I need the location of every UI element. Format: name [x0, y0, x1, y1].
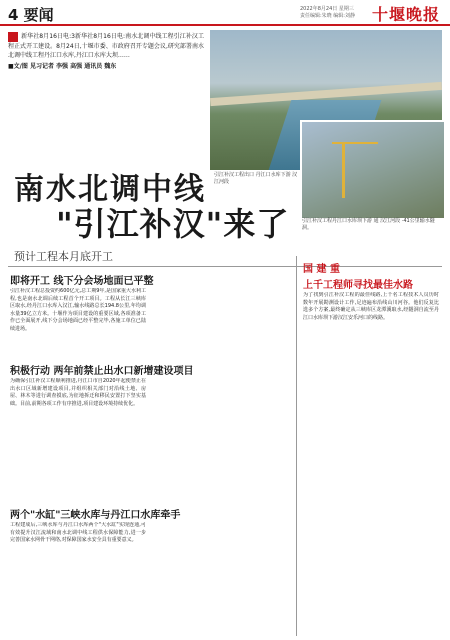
section-2-title: 积极行动 两年前禁止出水口新增建设项目: [10, 366, 194, 377]
lead-text: 新华社8月16日电:3新华社8月16日电:南水北调中线工程引江补汉工程正式开工建设。8月24日,十堰市委、市政府召开专题会议,研究部署南水北调中线工程丹江口水库,丹江口水库大坝……: [8, 33, 204, 59]
inset-photo-caption: 引江补汉工程丹江口水库坝下游 通 汉江河段 ·41公里输水隧洞。: [302, 218, 435, 231]
main-photo-caption: 引江补汉工程出口 丹江口水库下游 汉江河段: [214, 172, 298, 185]
lead-paragraph: [8, 32, 204, 71]
section-2-body-b: [152, 378, 290, 498]
photo-crane-arm: [332, 142, 378, 144]
sidebar-column: [296, 256, 443, 636]
page-label: 4 要闻: [8, 6, 54, 24]
headline-line2: "引江补汉"来了: [56, 205, 290, 243]
issue-editors: 责任编辑:朱晓 编辑:刘静: [300, 13, 355, 19]
issue-meta: [300, 6, 370, 20]
lead-bullet-icon: [8, 32, 18, 42]
headline-line1: 南水北调中线: [14, 172, 206, 207]
sidebar-body: 为了找到引江补汉工程的最佳线路,上千名工程技术人员历时数年开展勘测设计工作,足迹遍布沿线山川河谷。他们反复比选多个方案,最终确定从三峡库区龙潭溪取水,经隧洞自流至丹江口水库坝下游汉江安乐河口的线路。: [303, 292, 439, 321]
inset-photo: [300, 120, 446, 220]
section-3-body-b: [152, 522, 290, 634]
section-1-title: 即将开工 线下分会场地面已平整: [10, 276, 154, 287]
lead-reporters: ■文/图 见习记者 李强 高强 通讯员 魏东: [8, 63, 117, 70]
newspaper-logo: 十堰晚报: [372, 5, 441, 24]
section-3-title: 两个"水缸"三峡水库与丹江口水库牵手: [10, 510, 181, 521]
section-1-body-a: 引江补汉工程总投资约600亿元,总工期9年,是国家重大水利工程,也是南水北调后续工程首个开工项目。工程从长江三峡库区取水,经丹江口水库入汉江,输水线路总长194.8公里,年均调水量39亿立方米。十堰作为项目建设的重要区域,各项准备工作已全面展开,线下分会场地面已经平整完毕,各施工单位已陆续进场。: [10, 288, 146, 332]
section-1-body-b: [152, 288, 290, 356]
issue-date: 2022年8月24日 星期三: [300, 6, 354, 12]
section-3-body-a: 工程建成后,三峡水库与丹江口水库两个"大水缸"实现连通,可有效提升汉江流域和南水北调中线工程供水保障能力,进一步完善国家水网骨干网络,对保障国家水安全具有重要意义。: [10, 522, 146, 544]
headline-subtitle: 预计工程本月底开工: [14, 250, 113, 263]
sidebar-title: 上千工程师寻找最佳水路: [303, 280, 413, 291]
page-header: [0, 0, 450, 26]
section-2-body-a: 为确保引江补汉工程顺利推进,丹江口市自2020年起便禁止在出水口区域新增建设项目,并组织相关部门对沿线土地、房屋、林木等进行调查摸底,为征地拆迁和移民安置打下坚实基础。目前,前期各项工作有序推进,项目建设环境持续优化。: [10, 378, 146, 407]
photo-crane-mast: [342, 142, 345, 198]
sidebar-tag: 国 建 重: [303, 264, 340, 275]
